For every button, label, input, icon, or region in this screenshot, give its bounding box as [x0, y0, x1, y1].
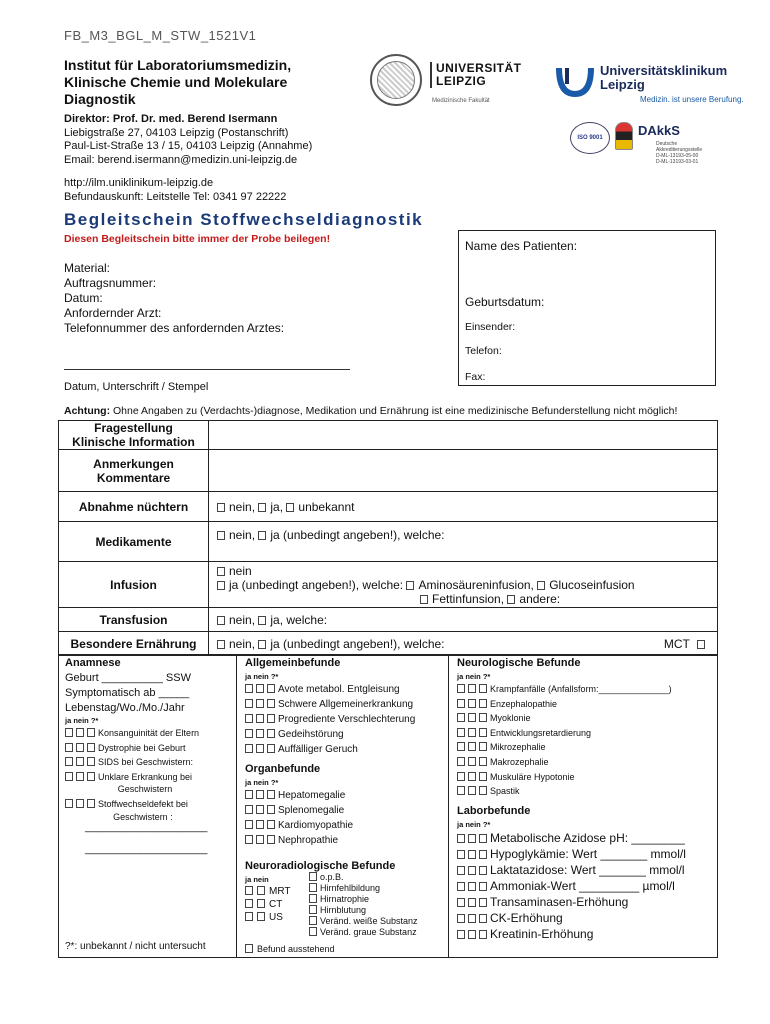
- checkbox-no[interactable]: [468, 757, 476, 766]
- checkbox-unknown[interactable]: [479, 699, 487, 708]
- address-line: Liebigstraße 27, 04103 Leipzig (Postanschrift): [64, 126, 289, 139]
- checkbox-no[interactable]: [468, 866, 476, 875]
- checkbox-no[interactable]: [468, 930, 476, 939]
- checkbox-yes[interactable]: [457, 914, 465, 923]
- fasting-no-checkbox[interactable]: [217, 503, 225, 512]
- mrt-label: MRT: [269, 886, 291, 897]
- checkbox-yes[interactable]: [245, 899, 253, 908]
- date-field[interactable]: Datum:: [64, 291, 103, 305]
- option-label: nein,: [229, 528, 256, 542]
- finding-label: Hirnatrophie: [320, 894, 370, 904]
- signature-line[interactable]: [64, 369, 350, 370]
- neuro-item: Mikrozephalie: [490, 742, 546, 753]
- checkbox-yes[interactable]: [65, 728, 73, 737]
- institute-name-line: Diagnostik: [64, 91, 136, 107]
- university-seal-logo: [370, 54, 422, 106]
- general-item: Gedeihstörung: [278, 729, 344, 740]
- general-findings-column: [237, 655, 449, 957]
- phone-label: Telefon:: [465, 345, 502, 357]
- checkbox-no[interactable]: [256, 835, 264, 844]
- general-findings-title: Allgemeinbefunde: [245, 657, 341, 669]
- ukl-logo-icon: [555, 64, 595, 98]
- finding-label: Hirnfehlbildung: [320, 883, 381, 893]
- checkbox-unknown[interactable]: [87, 772, 95, 781]
- uni-line: UNIVERSITÄT: [436, 61, 522, 75]
- checkbox-yes[interactable]: [457, 786, 465, 795]
- iso-certificate-logo: ISO 9001: [570, 122, 610, 154]
- checkbox-unknown[interactable]: [267, 729, 275, 738]
- neurology-column: [449, 655, 719, 957]
- institute-name-line: Klinische Chemie und Molekulare: [64, 74, 288, 90]
- checkbox-unknown[interactable]: [267, 805, 275, 814]
- dakks-line: D-ML-13193-05-00: [656, 153, 699, 159]
- checkbox-no[interactable]: [76, 772, 84, 781]
- finding-checkbox[interactable]: [309, 894, 317, 903]
- checkbox-no[interactable]: [76, 757, 84, 766]
- lab-item: Kreatinin-Erhöhung: [490, 927, 594, 941]
- institute-contact: [64, 177, 286, 204]
- order-number-field[interactable]: Auftragsnummer:: [64, 276, 157, 290]
- general-item: Auffälliger Geruch: [278, 744, 358, 755]
- checkbox-yes[interactable]: [245, 912, 253, 921]
- checkbox-yes[interactable]: [65, 799, 73, 808]
- yes-no-header: ja nein: [245, 875, 269, 884]
- infusion-header: Infusion: [59, 562, 209, 608]
- checkbox-yes[interactable]: [457, 728, 465, 737]
- finding-checkbox[interactable]: [309, 905, 317, 914]
- sibling-defect-field-2[interactable]: ____________________: [85, 843, 208, 855]
- infusion-yes-checkbox[interactable]: [217, 581, 225, 590]
- lab-item: Hypoglykämie: Wert _______ mmol/l: [490, 847, 686, 861]
- nutrition-yes-checkbox[interactable]: [258, 640, 266, 649]
- checkbox-no[interactable]: [468, 684, 476, 693]
- glucose-infusion-checkbox[interactable]: [537, 581, 545, 590]
- nutrition-no-checkbox[interactable]: [217, 640, 225, 649]
- checkbox-unknown[interactable]: [267, 714, 275, 723]
- question-header: Fragestellung Klinische Information: [59, 421, 209, 450]
- checkbox-yes[interactable]: [65, 772, 73, 781]
- fasting-options: [209, 492, 718, 522]
- option-label: nein,: [229, 636, 256, 651]
- address-line: Paul-List-Straße 13 / 15, 04103 Leipzig (Annahme): [64, 140, 313, 152]
- age-unit-label: Lebenstag/Wo./Mo./Jahr: [65, 702, 185, 714]
- lab-item: Transaminasen-Erhöhung: [490, 895, 629, 909]
- organ-item: Splenomegalie: [278, 805, 345, 816]
- finding-label: Veränd. graue Substanz: [320, 927, 417, 937]
- yes-no-header: ja nein ?*: [457, 672, 491, 681]
- checkbox-yes[interactable]: [245, 805, 253, 814]
- info-phone: Befundauskunft: Leitstelle Tel: 0341 97 22222: [64, 190, 287, 203]
- checkbox-no[interactable]: [468, 772, 476, 781]
- dakks-line: Akkreditierungsstelle: [656, 147, 703, 153]
- ct-label: CT: [269, 899, 283, 910]
- amino-infusion-checkbox[interactable]: [406, 581, 414, 590]
- nutrition-header: Besondere Ernährung: [59, 632, 209, 656]
- checkbox-unknown[interactable]: [479, 914, 487, 923]
- infusion-options: [209, 562, 718, 608]
- checkbox-yes[interactable]: [457, 684, 465, 693]
- checkbox-yes[interactable]: [245, 835, 253, 844]
- yes-no-header: ja nein ?*: [65, 716, 99, 725]
- mct-label: MCT: [663, 637, 690, 651]
- checkbox-no[interactable]: [256, 729, 264, 738]
- checkbox-unknown[interactable]: [267, 684, 275, 693]
- form-code: FB_M3_BGL_M_STW_1521V1: [64, 28, 257, 43]
- ukl-logo-text: [600, 64, 727, 92]
- neuro-item: Muskuläre Hypotonie: [490, 771, 575, 782]
- dakks-logo: DAkkS: [638, 123, 680, 138]
- checkbox-yes[interactable]: [65, 757, 73, 766]
- symptomatic-field[interactable]: Symptomatisch ab _____: [65, 687, 190, 699]
- us-label: US: [269, 912, 283, 923]
- sibling-defect-field[interactable]: ____________________: [85, 821, 208, 833]
- yes-no-header: ja nein ?*: [245, 778, 279, 787]
- checkbox-unknown[interactable]: [479, 898, 487, 907]
- neurology-title: Neurologische Befunde: [457, 657, 581, 669]
- checkbox-yes[interactable]: [457, 850, 465, 859]
- email-line: Email: berend.isermann@medizin.uni-leipzig.de: [64, 153, 298, 166]
- lab-item: Ammoniak-Wert _________ µmol/l: [490, 879, 675, 893]
- anamnesis-item: Dystrophie bei Geburt: [98, 742, 186, 753]
- dakks-line: Deutsche: [656, 141, 678, 147]
- checkbox-yes[interactable]: [245, 684, 253, 693]
- checkbox-no[interactable]: [468, 850, 476, 859]
- option-label: unbekannt: [298, 499, 355, 514]
- ukl-line: Universitätsklinikum: [600, 63, 728, 78]
- birth-week-field[interactable]: Geburt __________ SSW: [65, 672, 191, 684]
- fat-infusion-checkbox[interactable]: [420, 595, 428, 604]
- checkbox-yes[interactable]: [457, 742, 465, 751]
- checkbox-unknown[interactable]: [267, 835, 275, 844]
- patient-box[interactable]: [458, 230, 716, 386]
- finding-checkbox[interactable]: [309, 872, 317, 881]
- option-label: ja, welche:: [270, 612, 328, 627]
- option-label: nein,: [229, 612, 256, 627]
- checkbox-unknown[interactable]: [267, 744, 275, 753]
- uni-line: LEIPZIG: [436, 74, 487, 88]
- option-label: Glucoseinfusion: [549, 577, 635, 592]
- transfusion-no-checkbox[interactable]: [217, 616, 225, 625]
- institute-address: [64, 113, 312, 167]
- neuro-item: Myoklonie: [490, 713, 531, 724]
- checkbox-unknown[interactable]: [479, 834, 487, 843]
- checkbox-no[interactable]: [468, 834, 476, 843]
- checkbox-no[interactable]: [468, 713, 476, 722]
- neuro-item: Enzephalopathie: [490, 698, 558, 709]
- lab-item: Laktatazidose: Wert _______ mmol/l: [490, 863, 685, 877]
- lab-item: CK-Erhöhung: [490, 911, 563, 925]
- comments-field[interactable]: [209, 450, 718, 492]
- checkbox-yes[interactable]: [457, 898, 465, 907]
- general-item: Schwere Allgemeinerkrankung: [278, 699, 414, 710]
- checkbox-no[interactable]: [256, 714, 264, 723]
- checkbox-yes[interactable]: [245, 744, 253, 753]
- transfusion-options: [209, 608, 718, 632]
- neuro-item: Spastik: [490, 786, 520, 797]
- checkbox-unknown[interactable]: [87, 799, 95, 808]
- option-label: ja (unbedingt angeben!), welche:: [229, 577, 404, 592]
- checkbox-unknown[interactable]: [479, 772, 487, 781]
- german-flag-icon: [615, 122, 633, 150]
- checkbox-yes[interactable]: [245, 820, 253, 829]
- checkbox-no[interactable]: [256, 684, 264, 693]
- checkbox-yes[interactable]: [457, 882, 465, 891]
- checkbox-no[interactable]: [76, 799, 84, 808]
- checkbox-no[interactable]: [468, 882, 476, 891]
- footnote: ?*: unbekannt / nicht untersucht: [65, 941, 206, 952]
- comments-header: Anmerkungen Kommentare: [59, 450, 209, 492]
- checkbox-yes[interactable]: [457, 772, 465, 781]
- dakks-line: D-ML-13193-03-01: [656, 159, 699, 165]
- sender-label: Einsender:: [465, 321, 516, 333]
- neuro-item: Krampfanfälle (Anfallsform:______________): [490, 684, 672, 694]
- checkbox-unknown[interactable]: [267, 820, 275, 829]
- checkbox-unknown[interactable]: [479, 866, 487, 875]
- transfusion-yes-checkbox[interactable]: [258, 616, 266, 625]
- checkbox-no[interactable]: [256, 820, 264, 829]
- material-field[interactable]: Material:: [64, 261, 111, 275]
- checkbox-unknown[interactable]: [479, 757, 487, 766]
- other-infusion-checkbox[interactable]: [507, 595, 515, 604]
- findings-section: [58, 654, 718, 958]
- organ-item: Hepatomegalie: [278, 790, 346, 801]
- checkbox-no[interactable]: [257, 886, 265, 895]
- material-fields: [64, 261, 284, 336]
- lab-item: Metabolische Azidose pH: ________: [490, 831, 685, 845]
- notice-bold: Achtung:: [64, 405, 111, 417]
- checkbox-unknown[interactable]: [479, 882, 487, 891]
- pending-checkbox[interactable]: [245, 944, 253, 953]
- checkbox-unknown[interactable]: [479, 930, 487, 939]
- yes-no-header: ja nein ?*: [245, 672, 279, 681]
- finding-label: Veränd. weiße Substanz: [320, 916, 418, 926]
- checkbox-yes[interactable]: [65, 743, 73, 752]
- general-item: Progrediente Verschlechterung: [278, 714, 416, 725]
- checkbox-unknown[interactable]: [87, 728, 95, 737]
- checkbox-no[interactable]: [256, 744, 264, 753]
- organ-findings-title: Organbefunde: [245, 763, 321, 775]
- neuro-item: Entwicklungsretardierung: [490, 727, 592, 738]
- checkbox-unknown[interactable]: [87, 757, 95, 766]
- anamnesis-item: Unklare Erkrankung bei Geschwistern: [98, 771, 193, 795]
- checkbox-no[interactable]: [468, 728, 476, 737]
- anamnesis-item: SIDS bei Geschwistern:: [98, 757, 194, 768]
- neuro-item: Makrozephalie: [490, 756, 549, 767]
- anamnesis-item: Konsanguinität der Eltern: [98, 728, 200, 738]
- question-field[interactable]: [209, 421, 718, 450]
- option-label: ja,: [270, 499, 284, 514]
- university-logo-text: [430, 62, 522, 88]
- institute-name: [64, 57, 364, 108]
- medication-options: [209, 522, 718, 562]
- checkbox-yes[interactable]: [245, 714, 253, 723]
- form-title: Begleitschein Stoffwechseldiagnostik: [64, 210, 424, 229]
- organ-item: Nephropathie: [278, 835, 339, 846]
- checkbox-unknown[interactable]: [479, 786, 487, 795]
- checkbox-no[interactable]: [468, 699, 476, 708]
- signature-label: Datum, Unterschrift / Stempel: [64, 381, 209, 393]
- option-label: andere:: [519, 591, 561, 606]
- checkbox-no[interactable]: [468, 898, 476, 907]
- neuroradiology-title: Neuroradiologische Befunde: [245, 860, 396, 872]
- website-link[interactable]: http://ilm.uniklinikum-leipzig.de: [64, 177, 214, 189]
- checkbox-yes[interactable]: [245, 699, 253, 708]
- medication-header: Medikamente: [59, 522, 209, 562]
- checkbox-no[interactable]: [76, 743, 84, 752]
- director: Direktor: Prof. Dr. med. Berend Isermann: [64, 113, 278, 125]
- dakks-details: [656, 141, 726, 165]
- fasting-unknown-checkbox[interactable]: [286, 503, 294, 512]
- finding-label: Hirnblutung: [320, 905, 367, 915]
- mct-checkbox[interactable]: [697, 640, 705, 649]
- patient-name-label: Name des Patienten:: [465, 239, 578, 253]
- option-label: ja (unbedingt angeben!), welche:: [270, 636, 445, 651]
- checkbox-unknown[interactable]: [87, 743, 95, 752]
- warning-text: Diesen Begleitschein bitte immer der Probe beilegen!: [64, 233, 331, 245]
- checkbox-unknown[interactable]: [479, 850, 487, 859]
- checkbox-no[interactable]: [256, 805, 264, 814]
- fax-label: Fax:: [465, 371, 486, 383]
- medication-no-checkbox[interactable]: [217, 531, 225, 540]
- fasting-header: Abnahme nüchtern: [59, 492, 209, 522]
- institute-name-line: Institut für Laboratoriumsmedizin,: [64, 57, 292, 73]
- organ-item: Kardiomyopathie: [278, 820, 354, 831]
- checkbox-yes[interactable]: [457, 930, 465, 939]
- clinical-table: [58, 420, 718, 656]
- doctor-field[interactable]: Anfordernder Arzt:: [64, 306, 162, 320]
- general-item: Avote metabol. Entgleisung: [278, 684, 400, 695]
- checkbox-yes[interactable]: [245, 790, 253, 799]
- ukl-slogan: Medizin. ist unsere Berufung.: [640, 95, 744, 104]
- checkbox-yes[interactable]: [457, 866, 465, 875]
- university-faculty: Medizinische Fakultät: [432, 98, 490, 104]
- anamnesis-item: Stoffwechseldefekt bei Geschwistern :: [98, 798, 188, 822]
- checkbox-yes[interactable]: [457, 834, 465, 843]
- checkbox-no[interactable]: [256, 790, 264, 799]
- option-label: Fettinfunsion,: [432, 591, 505, 606]
- checkbox-no[interactable]: [257, 899, 265, 908]
- checkbox-yes[interactable]: [457, 699, 465, 708]
- anamnesis-title: Anamnese: [65, 657, 121, 669]
- option-label: Aminosäureninfusion,: [418, 577, 534, 592]
- birth-date-label: Geburtsdatum:: [465, 295, 545, 309]
- option-label: nein: [229, 563, 252, 578]
- anamnesis-column: [59, 655, 237, 957]
- checkbox-yes[interactable]: [245, 886, 253, 895]
- checkbox-unknown[interactable]: [479, 742, 487, 751]
- infusion-no-checkbox[interactable]: [217, 567, 225, 576]
- checkbox-no[interactable]: [468, 786, 476, 795]
- checkbox-yes[interactable]: [245, 729, 253, 738]
- checkbox-unknown[interactable]: [267, 790, 275, 799]
- notice: [64, 405, 677, 417]
- checkbox-no[interactable]: [256, 699, 264, 708]
- doctor-phone-field[interactable]: Telefonnummer des anfordernden Arztes:: [64, 321, 285, 335]
- fasting-yes-checkbox[interactable]: [258, 503, 266, 512]
- checkbox-yes[interactable]: [457, 757, 465, 766]
- option-label: ja (unbedingt angeben!), welche:: [270, 528, 445, 542]
- pending-label: Befund ausstehend: [257, 944, 335, 954]
- checkbox-unknown[interactable]: [267, 699, 275, 708]
- checkbox-no[interactable]: [76, 728, 84, 737]
- notice-text: Ohne Angaben zu (Verdachts-)diagnose, Medikation und Ernährung ist eine medizinische Befunderstellung nicht möglich!: [113, 405, 678, 417]
- checkbox-no[interactable]: [257, 912, 265, 921]
- checkbox-no[interactable]: [468, 742, 476, 751]
- checkbox-unknown[interactable]: [479, 684, 487, 693]
- yes-no-header: ja nein ?*: [457, 820, 491, 829]
- checkbox-unknown[interactable]: [479, 728, 487, 737]
- option-label: nein,: [229, 499, 256, 514]
- finding-label: o.p.B.: [320, 872, 344, 882]
- checkbox-no[interactable]: [468, 914, 476, 923]
- checkbox-yes[interactable]: [457, 713, 465, 722]
- checkbox-unknown[interactable]: [479, 713, 487, 722]
- medication-yes-checkbox[interactable]: [258, 531, 266, 540]
- finding-checkbox[interactable]: [309, 927, 317, 936]
- finding-checkbox[interactable]: [309, 916, 317, 925]
- ukl-line: Leipzig: [600, 77, 645, 92]
- transfusion-header: Transfusion: [59, 608, 209, 632]
- lab-findings-title: Laborbefunde: [457, 805, 531, 817]
- finding-checkbox[interactable]: [309, 883, 317, 892]
- nutrition-options: [209, 632, 718, 656]
